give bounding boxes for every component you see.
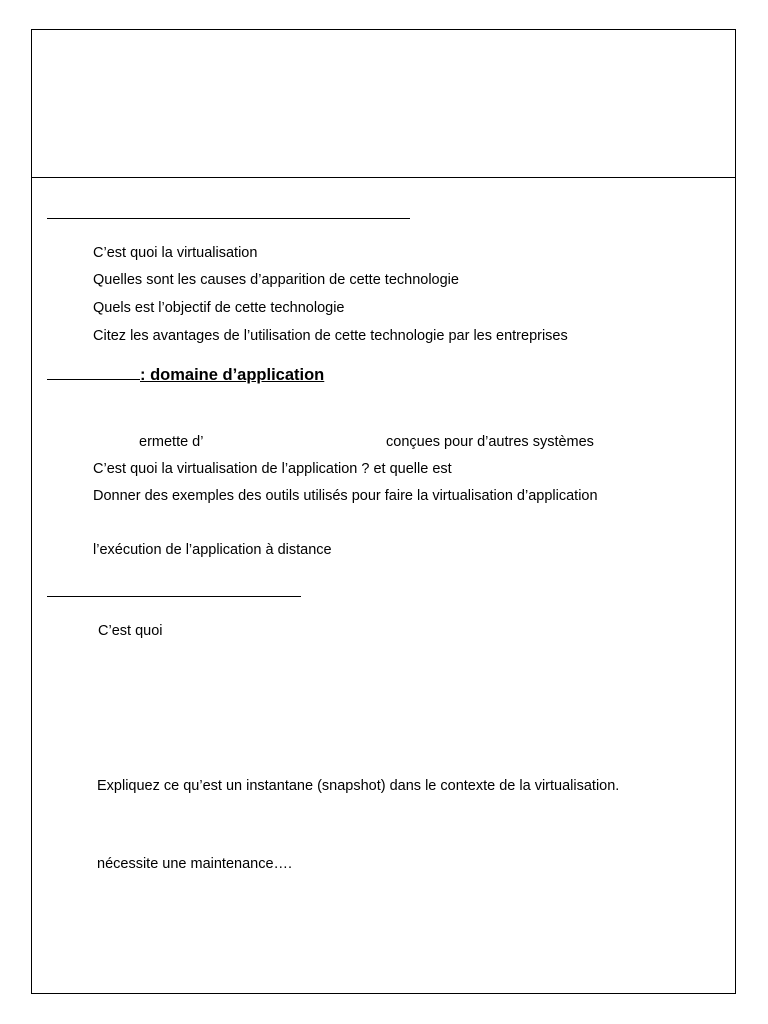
question-objective: Quels est l’objectif de cette technologie bbox=[93, 300, 345, 316]
remote-execution-line: l’exécution de l’application à distance bbox=[93, 542, 332, 558]
section-2-title bbox=[47, 363, 324, 386]
fragment-permet: ermette d’ bbox=[139, 434, 204, 450]
fragment-concues: conçues pour d’autres systèmes bbox=[386, 434, 594, 450]
question-advantages: Citez les avantages de l’utilisation de cette technologie par les entreprises bbox=[93, 328, 568, 344]
question-what-is: C’est quoi bbox=[98, 623, 163, 639]
question-app-virtualization: C’est quoi la virtualisation de l’application ? et quelle est bbox=[93, 461, 452, 477]
section-3-title-blank bbox=[47, 596, 301, 597]
question-causes: Quelles sont les causes d’apparition de cette technologie bbox=[93, 272, 459, 288]
maintenance-line: nécessite une maintenance…. bbox=[97, 856, 293, 872]
question-what-is-virtualization: C’est quoi la virtualisation bbox=[93, 245, 258, 261]
question-snapshot: Expliquez ce qu’est un instantane (snapshot) dans le contexte de la virtualisation. bbox=[97, 778, 620, 794]
header-box bbox=[31, 29, 736, 178]
section-2-title-text: : domaine d’application bbox=[140, 366, 325, 384]
section-2-title-blank bbox=[47, 363, 140, 380]
section-1-title-blank bbox=[47, 218, 410, 219]
question-tools-examples: Donner des exemples des outils utilisés pour faire la virtualisation d’application bbox=[93, 488, 598, 504]
